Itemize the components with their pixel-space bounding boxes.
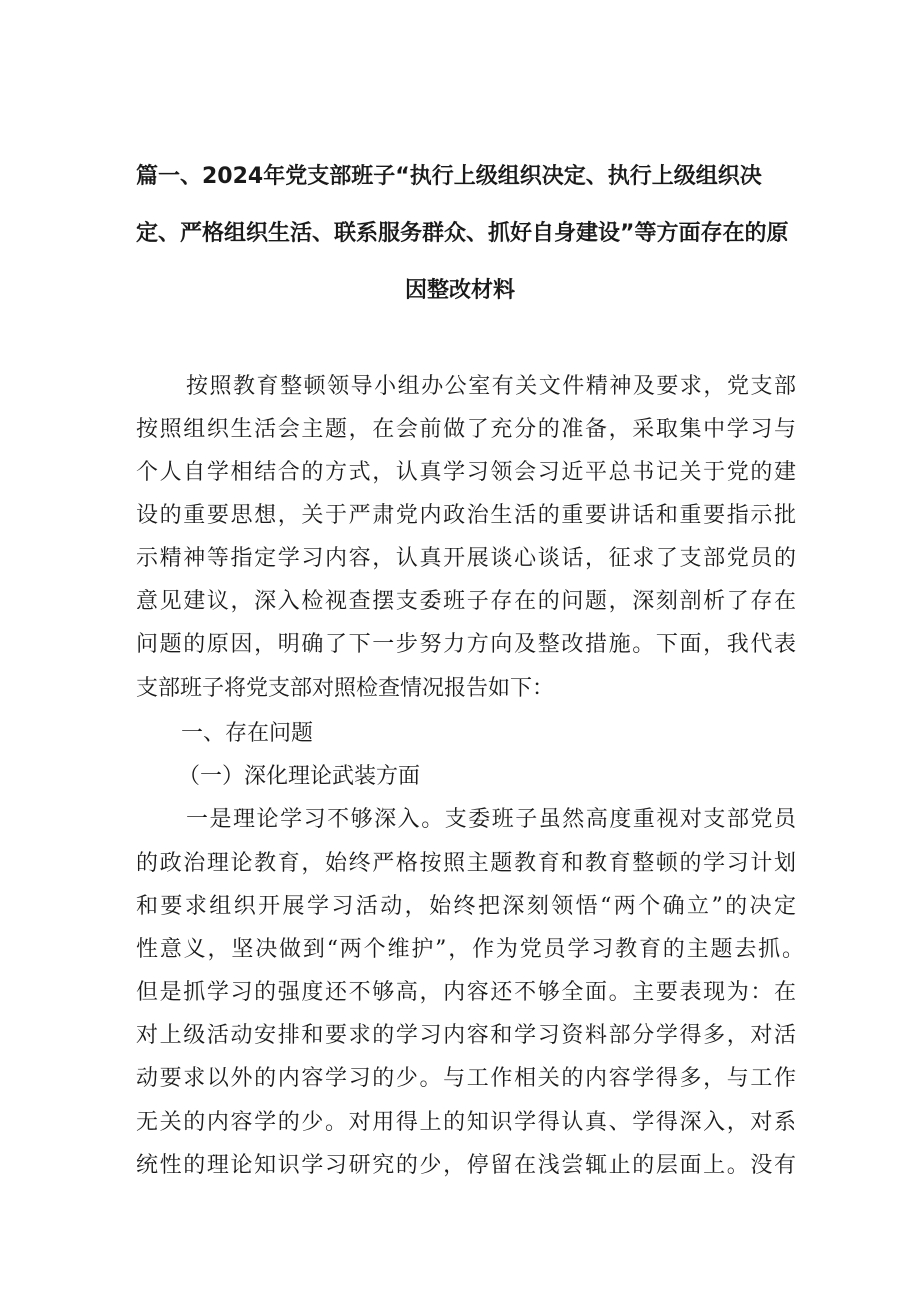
body-paragraph-line: 对上级活动安排和要求的学习内容和学习资料部分学得多，对活: [136, 1023, 796, 1048]
document-title-line-2: 定、严格组织生活、联系服务群众、抓好自身建设”等方面存在的原: [136, 221, 789, 246]
document-title-line-3: 因整改材料: [404, 278, 515, 303]
section-heading: 一、存在问题: [181, 721, 314, 746]
document-title-line-1: 篇一、2024年党支部班子“执行上级组织决定、执行上级组织决: [136, 164, 762, 189]
intro-paragraph-line: 按照教育整顿领导小组办公室有关文件精神及要求，党支部: [186, 374, 796, 399]
body-paragraph-line: 无关的内容学的少。对用得上的知识学得认真、学得深入，对系: [136, 1110, 796, 1135]
body-paragraph-line: 性意义，坚决做到“两个维护”，作为党员学习教育的主题去抓。: [136, 937, 804, 962]
subsection-heading: （一）深化理论武装方面: [178, 764, 421, 789]
intro-paragraph-line: 示精神等指定学习内容，认真开展谈心谈话，征求了支部党员的: [136, 546, 796, 571]
body-paragraph-line: 的政治理论教育，始终严格按照主题教育和教育整顿的学习计划: [136, 851, 796, 876]
intro-paragraph-line: 设的重要思想，关于严肃党内政治生活的重要讲话和重要指示批: [136, 503, 796, 528]
intro-paragraph-line: 个人自学相结合的方式，认真学习领会习近平总书记关于党的建: [136, 460, 796, 485]
body-paragraph-line: 动要求以外的内容学习的少。与工作相关的内容学得多，与工作: [136, 1066, 796, 1091]
intro-paragraph-line: 意见建议，深入检视查摆支委班子存在的问题，深刻剖析了存在: [136, 589, 796, 614]
body-paragraph-line: 统性的理论知识学习研究的少，停留在浅尝辄止的层面上。没有: [136, 1153, 796, 1178]
body-paragraph-line: 一是理论学习不够深入。支委班子虽然高度重视对支部党员: [186, 807, 796, 832]
body-paragraph-line: 和要求组织开展学习活动，始终把深刻领悟“两个确立”的决定: [136, 894, 796, 919]
intro-paragraph-line: 按照组织生活会主题，在会前做了充分的准备，采取集中学习与: [136, 417, 796, 442]
body-paragraph-line: 但是抓学习的强度还不够高，内容还不够全面。主要表现为：在: [136, 980, 796, 1005]
intro-paragraph-line: 问题的原因，明确了下一步努力方向及整改措施。下面，我代表: [136, 632, 796, 657]
intro-paragraph-line: 支部班子将党支部对照检查情况报告如下：: [136, 676, 555, 701]
